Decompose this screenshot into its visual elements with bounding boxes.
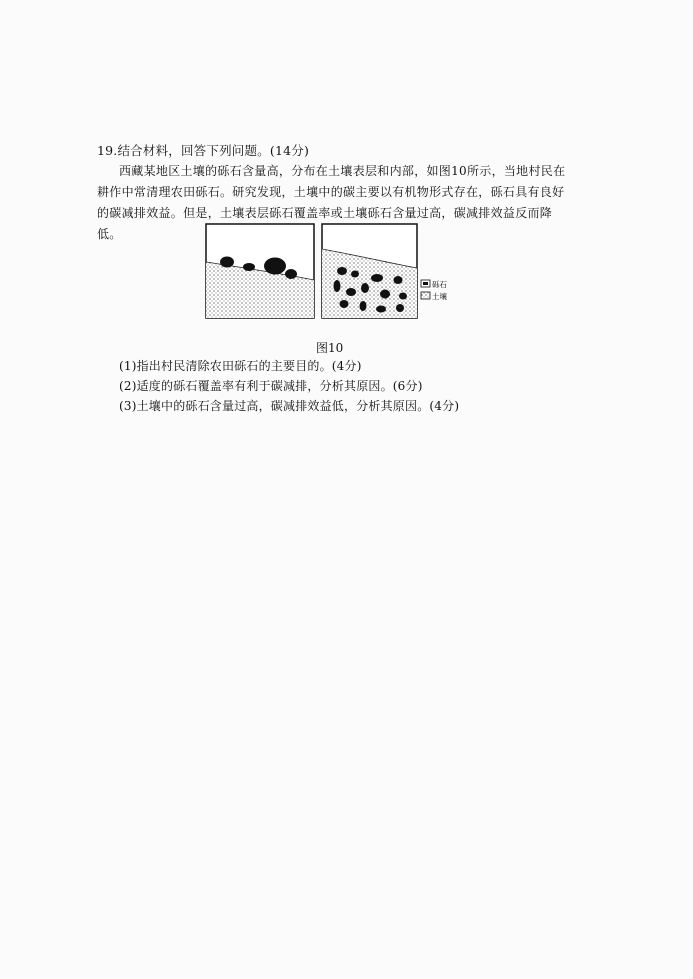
gravel-stone [340, 300, 349, 308]
panel-internal-gravel [322, 224, 417, 318]
gravel-stone [334, 280, 341, 292]
gravel-stone [360, 301, 367, 311]
gravel-stone [346, 288, 356, 296]
figure-caption: 图10 [316, 341, 344, 355]
gravel-stone [243, 263, 255, 271]
gravel-stone [220, 257, 234, 268]
sub-question-2: (2)适度的砾石覆盖率有利于碳减排，分析其原因。(6分) [119, 379, 423, 393]
gravel-stone [376, 306, 386, 313]
sub-question-3: (3)土壤中的砾石含量过高，碳减排效益低，分析其原因。(4分) [119, 399, 460, 413]
material-paragraph: 西藏某地区土壤的砾石含量高，分布在土壤表层和内部，如图10所示，当地村民在耕作中常清理农田砾石。研究发现，土壤中的碳主要以有机物形式存在，砾石具有良好的碳减排效益。但是，土壤表层砾石覆盖率或土壤砾石含量过高，碳减排效益反而降低。 [97, 164, 566, 241]
gravel-stone [337, 267, 347, 275]
legend-gravel-label: 砾石 [432, 280, 447, 289]
legend-soil-label: 土壤 [432, 292, 447, 301]
gravel-stone [380, 290, 390, 299]
gravel-stone [371, 274, 383, 282]
sub-question-1: (1)指出村民清除农田砾石的主要目的。(4分) [119, 359, 362, 373]
gravel-stone [264, 258, 286, 275]
figure-legend [421, 279, 447, 301]
figure-10-diagram [205, 222, 465, 322]
gravel-stone [285, 269, 297, 279]
gravel-stone [361, 283, 369, 293]
gravel-stone [399, 293, 407, 300]
gravel-stone [396, 304, 404, 312]
gravel-stone [394, 276, 403, 284]
gravel-stone [351, 271, 359, 278]
panel-surface-gravel [206, 224, 314, 318]
question-title: 19.结合材料，回答下列问题。(14分) [97, 143, 310, 158]
